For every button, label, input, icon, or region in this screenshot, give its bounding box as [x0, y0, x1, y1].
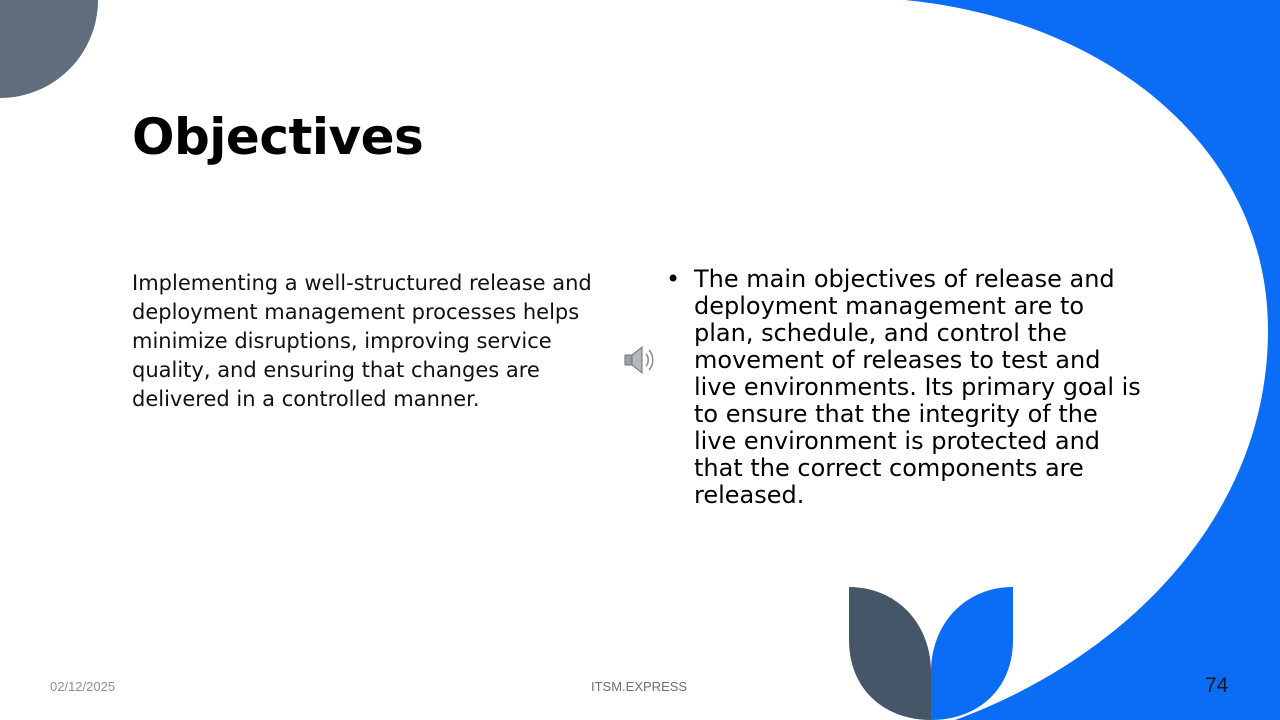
slide-title: Objectives [132, 108, 424, 166]
left-paragraph: Implementing a well-structured release and deployment management processes helps minimize disruptions, improving service quality, and ensuring that changes are delivered in a controlled manner. [132, 271, 592, 411]
bullet-paragraph: The main objectives of release and deployment management are to plan, schedule, and control the movement of releases to test and live environments. Its primary goal is to ensure that the integrity of the live environment is protected and that the correct components are released. [694, 265, 1141, 509]
slate-leaf-shape [849, 587, 931, 720]
speaker-icon[interactable] [623, 344, 657, 376]
footer-date: 02/12/2025 [50, 679, 116, 694]
blue-leaf-shape [931, 587, 1013, 720]
bullet-marker: • [666, 265, 681, 293]
page-number: 74 [1205, 674, 1229, 697]
footer-brand: ITSM.EXPRESS [591, 679, 688, 694]
gray-corner-circle [0, 0, 98, 98]
